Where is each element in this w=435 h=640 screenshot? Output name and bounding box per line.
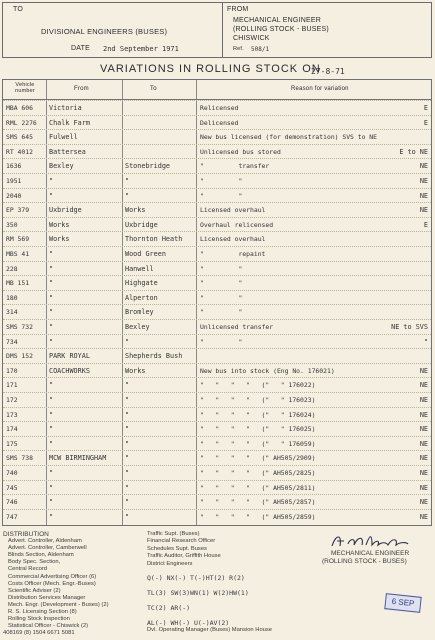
from-cell: Victoria — [49, 104, 82, 112]
from-cell: " — [49, 250, 54, 258]
to-box — [2, 2, 223, 58]
from-cell: Chalk Farm — [49, 118, 90, 127]
distribution-item: Scientific Adviser (2) — [8, 587, 61, 594]
distribution-item: Schedules Supt. Buses — [147, 545, 207, 552]
to-value: DIVISIONAL ENGINEERS (BUSES) — [41, 27, 168, 36]
code-cell: NE — [419, 206, 428, 215]
table-row — [3, 407, 431, 423]
table-row — [3, 246, 431, 262]
to-cell: Works — [125, 206, 146, 215]
table-row — [3, 188, 431, 204]
vehicle-number-cell: 170 — [6, 366, 18, 375]
code-cell: E — [423, 220, 428, 229]
to-label: TO — [13, 6, 23, 13]
reason-cell: " " " " (" AH505/2825) — [200, 469, 316, 477]
vehicle-number-cell: 228 — [6, 264, 18, 273]
table-row — [3, 494, 431, 510]
from-cell: " — [49, 177, 54, 185]
to-cell: Alperton — [125, 293, 158, 302]
from-cell: " — [49, 279, 54, 288]
distribution-item: Traffic Auditor, Griffith House — [147, 553, 221, 560]
from-cell: " — [49, 469, 54, 477]
reason-cell: Relicensed — [200, 104, 239, 112]
to-cell: " — [125, 512, 130, 521]
to-cell: " — [125, 439, 130, 448]
distribution-item: Costs Officer (Mech. Engr.-Buses) — [8, 580, 96, 587]
table-row — [3, 377, 431, 393]
reason-cell: " " " " (" AH505/2811) — [200, 483, 316, 492]
reason-cell: " " " " (" AH505/2857) — [200, 498, 316, 507]
reason-cell: Unlicensed bus stored — [200, 147, 281, 156]
code-cell: E — [423, 118, 428, 127]
reason-cell: " " " " (" " 176025) — [200, 425, 316, 434]
vehicle-number-cell: RML 2276 — [6, 118, 37, 127]
to-cell: " — [125, 454, 130, 463]
reason-cell: " " — [200, 337, 243, 346]
reason-cell: " " " " (" " 176059) — [200, 439, 316, 448]
distribution-item: Financial Research Officer — [147, 538, 216, 545]
to-cell: " — [125, 425, 130, 434]
reason-cell: " transfer — [200, 162, 270, 171]
to-cell: Wood Green — [125, 250, 166, 258]
table-row — [3, 115, 431, 131]
from-cell: " — [49, 264, 54, 273]
table-header — [3, 80, 431, 100]
received-stamp: 6 SEP — [384, 593, 421, 613]
table-row — [3, 436, 431, 452]
reason-cell: " " — [200, 308, 243, 317]
ref-value: 508/1 — [251, 46, 270, 53]
vehicle-number-cell: 747 — [6, 512, 18, 521]
vehicle-number-cell: MBS 41 — [6, 250, 30, 258]
to-cell: Thornton Heath — [125, 235, 183, 244]
from-cell: Works — [49, 220, 70, 229]
distribution-item: Central Record — [8, 566, 47, 573]
reason-cell: " " " " (" AH505/2909) — [200, 454, 316, 463]
table-row — [3, 144, 431, 160]
distribution-item: TC(2) AR(-) — [147, 604, 191, 612]
distribution-item: Rolling Stock Inspection — [8, 616, 70, 623]
distribution-title: DISTRIBUTION — [3, 531, 49, 538]
vehicle-number-cell: 314 — [6, 308, 18, 317]
signature-line-1: MECHANICAL ENGINEER — [331, 550, 410, 557]
reason-cell: New bus into stock (Eng No. 176021) — [200, 366, 335, 375]
from-cell: " — [49, 425, 54, 434]
from-cell: COACHWORKS — [49, 366, 90, 375]
from-value: MECHANICAL ENGINEER — [233, 17, 321, 24]
vehicle-number-cell: 171 — [6, 381, 18, 390]
vehicle-number-cell: 175 — [6, 439, 18, 448]
to-cell: " — [125, 483, 130, 492]
table-row — [3, 421, 431, 437]
distribution-item: Mech. Engr. (Development - Buses) (2) — [8, 601, 109, 608]
document-title: VARIATIONS IN ROLLING STOCK ON — [100, 63, 321, 75]
reason-cell: " " " " (" " 176023) — [200, 396, 316, 404]
col-from: From — [74, 86, 89, 92]
from-cell: Uxbridge — [49, 206, 82, 215]
reason-cell: Delicensed — [200, 118, 239, 127]
code-cell: NE — [419, 366, 428, 375]
vehicle-number-cell: 745 — [6, 483, 18, 492]
distribution-item: Advert. Controller, Aldenham — [8, 538, 82, 544]
vehicle-number-cell: 174 — [6, 425, 18, 434]
variations-table — [2, 79, 432, 526]
vehicle-number-cell: 350 — [6, 220, 18, 229]
vehicle-number-cell: DMS 152 — [6, 352, 33, 361]
table-row — [3, 202, 431, 218]
vehicle-number-cell: 1636 — [6, 162, 22, 171]
vehicle-number-cell: 746 — [6, 498, 18, 507]
ref-label: Ref. — [233, 46, 244, 52]
code-cell: NE — [419, 425, 428, 434]
reason-cell: Overhaul relicensed — [200, 220, 274, 229]
code-cell: NE — [419, 410, 428, 419]
reason-cell: " " " " (" " 176022) — [200, 381, 316, 390]
table-row — [3, 304, 431, 320]
to-cell: " — [125, 177, 130, 185]
date-value: 2nd September 1971 — [103, 45, 179, 53]
distribution-item: Advert. Controller, Camberwell — [8, 545, 87, 552]
from-cell: " — [49, 308, 54, 317]
to-cell: Bromley — [125, 308, 154, 317]
col-to: To — [150, 86, 157, 92]
col-reason: Reason for variation — [291, 86, 349, 92]
table-row — [3, 392, 431, 408]
reason-cell: " " — [200, 177, 243, 185]
from-cell: " — [49, 396, 54, 404]
reason-cell: " " — [200, 264, 243, 273]
table-row — [3, 231, 431, 247]
table-row — [3, 348, 431, 364]
signature-image — [328, 532, 420, 550]
to-cell: Shepherds Bush — [125, 352, 183, 361]
code-cell: NE — [419, 469, 428, 477]
title-date: 27-8-71 — [311, 67, 345, 76]
reason-cell: " " " " (" " 176024) — [200, 410, 316, 419]
code-cell: NE — [419, 454, 428, 463]
from-cell: " — [49, 512, 54, 521]
code-cell: E to NE — [399, 147, 428, 156]
to-cell: " — [125, 410, 130, 419]
table-row — [3, 290, 431, 306]
table-row — [3, 363, 431, 379]
code-cell: NE — [419, 191, 428, 200]
code-cell: NE — [419, 498, 428, 507]
vehicle-number-cell: 1951 — [6, 177, 22, 185]
table-row — [3, 158, 431, 174]
vehicle-number-cell: 734 — [6, 337, 18, 346]
distribution-item: Body Spec. Section, — [8, 559, 61, 566]
vehicle-number-cell: 2040 — [6, 191, 22, 200]
vehicle-number-cell: SMS 738 — [6, 454, 33, 463]
distribution-item: Statistical Officer - Chiswick (2) — [8, 623, 89, 630]
distribution-item: AL(-) WH(-) U(-)AV(2) — [147, 618, 230, 627]
table-row — [3, 173, 431, 189]
from-cell: " — [49, 439, 54, 448]
to-cell: Works — [125, 366, 146, 375]
table-row — [3, 465, 431, 481]
from-cell: " — [49, 323, 54, 331]
distribution-item: District Engineers — [147, 560, 193, 567]
reason-cell: Licensed overhaul — [200, 235, 266, 244]
col-vehicle-number: Vehicle number — [15, 82, 35, 94]
from-cell: " — [49, 410, 54, 419]
table-row — [3, 319, 431, 335]
distribution-item: R. S. Licensing Section (8) — [8, 609, 77, 615]
table-row — [3, 480, 431, 496]
code-cell: NE — [419, 439, 428, 448]
reason-cell: New bus licensed (for demonstration) SVS to NE — [200, 133, 377, 142]
from-box — [222, 2, 432, 58]
code-cell: NE — [419, 483, 428, 492]
to-cell: " — [125, 396, 130, 404]
to-cell: " — [125, 191, 130, 200]
table-row — [3, 275, 431, 291]
vehicle-number-cell: 180 — [6, 293, 18, 302]
table-row — [3, 217, 431, 233]
from-value-3: CHISWICK — [233, 35, 270, 42]
vehicle-number-cell: EP 379 — [6, 206, 30, 215]
vehicle-number-cell: MBA 606 — [6, 104, 33, 112]
to-cell: " — [125, 337, 130, 346]
code-cell: NE — [419, 381, 428, 390]
distribution-item: Distribution Services Manager — [8, 594, 86, 601]
vehicle-number-cell: 173 — [6, 410, 18, 419]
vehicle-number-cell: MB 151 — [6, 279, 30, 288]
from-cell: PARK ROYAL — [49, 352, 90, 361]
from-cell: " — [49, 191, 54, 200]
reason-cell: Unlicensed transfer — [200, 323, 274, 331]
code-cell: E — [423, 104, 428, 112]
to-cell: Highgate — [125, 279, 158, 288]
distribution-item: TL(3) SW(3)WN(1) W(2)HW(1) — [147, 589, 249, 598]
vehicle-number-cell: SMS 645 — [6, 133, 33, 142]
vehicle-number-cell: 172 — [6, 396, 18, 404]
signature-line-2: (ROLLING STOCK - BUSES) — [322, 558, 407, 565]
reason-cell: " " " " (" AH505/2859) — [200, 512, 316, 521]
table-row — [3, 450, 431, 466]
vehicle-number-cell: 740 — [6, 469, 18, 477]
reason-cell: " " — [200, 293, 243, 302]
from-label: FROM — [227, 6, 249, 13]
code-cell: " — [423, 337, 428, 346]
from-cell: " — [49, 498, 54, 507]
vehicle-number-cell: RM 569 — [6, 235, 30, 244]
reason-cell: " " — [200, 191, 243, 200]
distribution-item: Traffic Supt. (Buses) — [147, 531, 200, 537]
table-row — [3, 129, 431, 145]
to-cell: Stonebridge — [125, 162, 171, 171]
table-row — [3, 261, 431, 277]
code-cell: NE — [419, 177, 428, 185]
from-cell: " — [49, 381, 54, 390]
from-value-2: (ROLLING STOCK - BUSES) — [233, 26, 329, 33]
from-cell: " — [49, 483, 54, 492]
reason-cell: " " — [200, 279, 243, 288]
to-cell: Bexley — [125, 323, 150, 331]
table-row — [3, 509, 431, 525]
to-cell: " — [125, 498, 130, 507]
from-cell: Works — [49, 235, 70, 244]
to-cell: " — [125, 381, 130, 390]
to-cell: Hanwell — [125, 264, 154, 273]
table-row — [3, 100, 431, 116]
from-cell: Fulwell — [49, 133, 78, 142]
code-cell: NE — [419, 162, 428, 171]
vehicle-number-cell: SMS 732 — [6, 323, 33, 331]
to-cell: Uxbridge — [125, 220, 158, 229]
distribution-item: Blinds Section, Aldenham — [8, 552, 74, 559]
distribution-item: Dvl. Operating Manager (Buses) Mansion House — [147, 627, 273, 634]
code-cell: NE — [419, 512, 428, 521]
from-cell: " — [49, 293, 54, 302]
distribution-item: Commercial Advertising Officer (6) — [8, 573, 97, 580]
distribution-item: Q(-) NX(-) T(-)HT(2) R(2) — [147, 574, 245, 583]
code-cell: NE — [419, 396, 428, 404]
from-cell: Battersea — [49, 147, 86, 156]
distribution-item: 408169 (8) 1504 6671 5081 — [3, 630, 75, 637]
date-label: DATE — [71, 45, 90, 52]
reason-cell: " repaint — [200, 250, 266, 258]
to-cell: " — [125, 469, 130, 477]
vehicle-number-cell: RT 4012 — [6, 147, 33, 156]
table-row — [3, 334, 431, 350]
from-cell: Bexley — [49, 162, 74, 171]
code-cell: NE to SVS — [391, 323, 428, 331]
from-cell: " — [49, 337, 54, 346]
reason-cell: Licensed overhaul — [200, 206, 266, 215]
from-cell: MCW BIRMINGHAM — [49, 454, 107, 463]
